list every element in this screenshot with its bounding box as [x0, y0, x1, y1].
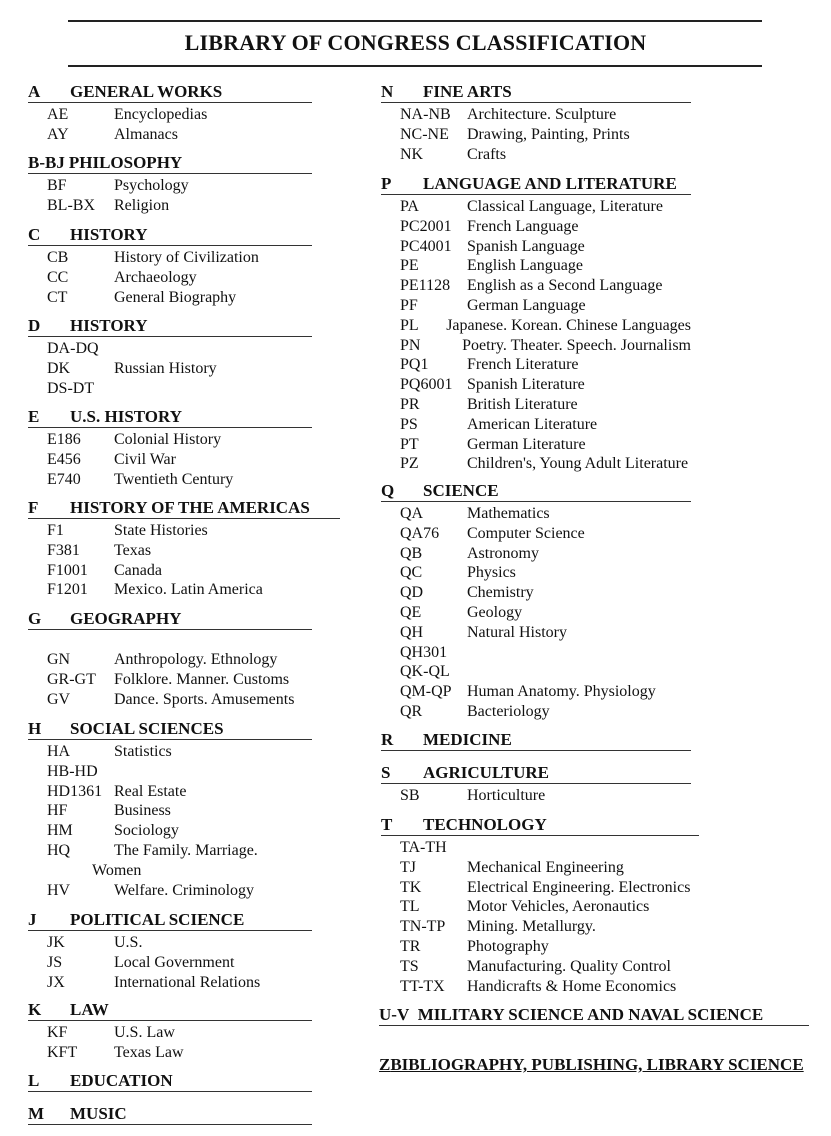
- entry-name: Mathematics: [467, 505, 550, 522]
- entry-code: PF: [400, 296, 418, 314]
- entry-name: Mexico. Latin America: [114, 581, 263, 599]
- section-name: AGRICULTURE: [423, 763, 549, 782]
- entry-code: F1201: [47, 581, 88, 599]
- entry-code: NC-NE: [400, 125, 449, 143]
- entry-name: Religion: [114, 196, 170, 214]
- class-section: [28, 1104, 312, 1125]
- entry-row: [381, 336, 691, 356]
- entry-name: General Biography: [114, 288, 237, 306]
- entry-row: [381, 838, 699, 858]
- section-name: TECHNOLOGY: [423, 815, 547, 834]
- entry-name: International Relations: [114, 973, 261, 991]
- section-heading: [28, 1071, 312, 1092]
- entry-row: [28, 580, 340, 600]
- entry-row: [28, 176, 312, 196]
- entry-name: English as a Second Language: [467, 277, 663, 295]
- entry-code: F1: [47, 522, 64, 539]
- entry-row: [28, 470, 312, 490]
- class-section: [28, 1000, 312, 1063]
- section-code: K: [28, 1000, 42, 1019]
- entry-row: [381, 878, 699, 898]
- class-section: [381, 82, 691, 164]
- entry-row: [381, 237, 691, 257]
- entry-name: Spanish Literature: [467, 376, 585, 394]
- entry-row: [28, 248, 312, 268]
- entry-code: QR: [400, 702, 423, 720]
- section-code: T: [381, 815, 393, 834]
- entry-row: [381, 858, 699, 878]
- entry-row: [381, 643, 691, 663]
- class-section: [28, 1071, 312, 1092]
- class-section: [28, 609, 312, 709]
- entry-code: [28, 861, 92, 881]
- class-section: [28, 498, 340, 600]
- entry-name: Archaeology: [114, 268, 197, 286]
- entry-name: Natural History: [467, 623, 567, 641]
- class-section: [28, 407, 312, 489]
- z-heading: [379, 1055, 804, 1075]
- entry-code: JS: [47, 953, 63, 971]
- entry-name: German Literature: [467, 435, 586, 453]
- entry-row: [381, 544, 691, 564]
- entry-code: PE: [400, 257, 419, 275]
- class-section: [381, 730, 691, 751]
- section-heading: [381, 815, 699, 836]
- entry-row: [28, 841, 312, 861]
- entry-name: Photography: [467, 937, 549, 955]
- section-code: N: [381, 82, 394, 101]
- entry-code: QA76: [400, 524, 440, 542]
- section-code: C: [28, 225, 41, 244]
- entry-row: [28, 762, 312, 782]
- section-heading: [28, 153, 312, 174]
- entry-row: [381, 937, 699, 957]
- section-code: G: [28, 609, 42, 628]
- entry-row: [28, 561, 340, 581]
- class-section: [381, 174, 691, 474]
- entry-code: GR-GT: [47, 670, 96, 688]
- entry-row: [28, 125, 312, 145]
- section-code: M: [28, 1104, 45, 1123]
- entry-code: TT-TX: [400, 977, 445, 995]
- section-code: Q: [381, 481, 395, 500]
- entry-name: Civil War: [114, 450, 176, 468]
- section-code: J: [28, 910, 37, 929]
- entry-row: [28, 650, 312, 670]
- top-rule: [68, 20, 762, 22]
- entry-row: [381, 603, 691, 623]
- entry-name: Welfare. Criminology: [114, 881, 255, 899]
- section-name: POLITICAL SCIENCE: [70, 910, 245, 929]
- section-name: LAW: [70, 1000, 109, 1019]
- title-rule: [68, 65, 762, 67]
- section-code: B-BJ: [28, 153, 65, 172]
- entry-row: [28, 450, 312, 470]
- entry-row: [381, 957, 699, 977]
- entry-code: HB-HD: [47, 762, 98, 780]
- entry-name: German Language: [467, 296, 586, 314]
- entry-row: [28, 288, 312, 308]
- entry-code: E456: [47, 450, 81, 468]
- entry-code: QK-QL: [400, 663, 450, 681]
- section-heading: [28, 407, 312, 428]
- entry-code: GV: [47, 690, 71, 708]
- section-code: L: [28, 1071, 40, 1090]
- entry-name: Drawing, Painting, Prints: [467, 125, 630, 143]
- entry-code: PQ1: [400, 356, 429, 374]
- section-heading: [28, 1000, 312, 1021]
- entry-name: Canada: [114, 561, 162, 579]
- entry-code: TL: [400, 898, 420, 916]
- entry-code: HA: [47, 743, 71, 760]
- entry-row: [381, 145, 691, 165]
- section-heading: [381, 82, 691, 103]
- entry-name: Spanish Language: [467, 237, 585, 255]
- entry-code: CB: [47, 249, 69, 266]
- entry-code: PZ: [400, 455, 419, 473]
- entry-row: [381, 583, 691, 603]
- entry-code: DA-DQ: [47, 340, 99, 357]
- class-section: [28, 316, 312, 398]
- section-code: R: [381, 730, 394, 749]
- class-section: [28, 153, 312, 216]
- entry-code: TA-TH: [400, 839, 447, 856]
- entry-row: [28, 881, 312, 901]
- uv-heading: [379, 1005, 809, 1026]
- entry-name: [114, 339, 312, 359]
- entry-name: Manufacturing. Quality Control: [467, 957, 671, 975]
- section-name: EDUCATION: [70, 1071, 173, 1090]
- entry-name: Mechanical Engineering: [467, 858, 624, 876]
- uv-code: U-V: [379, 1005, 410, 1024]
- entry-row: [28, 430, 312, 450]
- section-code: A: [28, 82, 41, 101]
- entry-name: Folklore. Manner. Customs: [114, 670, 290, 688]
- section-name: SOCIAL SCIENCES: [70, 719, 224, 738]
- section-heading: [28, 1104, 312, 1125]
- section-code: F: [28, 498, 39, 517]
- entry-code: TS: [400, 957, 419, 975]
- entry-name: Dance. Sports. Amusements: [114, 690, 295, 708]
- entry-code: BF: [47, 177, 67, 194]
- entry-code: TJ: [400, 858, 416, 876]
- entry-row: [381, 524, 691, 544]
- entry-row: [381, 897, 699, 917]
- entry-name: [467, 662, 691, 682]
- class-section: [28, 719, 312, 900]
- entry-code: F381: [47, 541, 80, 559]
- entry-code: QA: [400, 505, 424, 522]
- entry-row: [381, 682, 691, 702]
- entry-row: [381, 702, 691, 722]
- entry-row: [28, 268, 312, 288]
- entry-name: Local Government: [114, 953, 235, 971]
- entry-row: [28, 1043, 312, 1063]
- entry-row: [381, 662, 691, 682]
- entry-row: [28, 105, 312, 125]
- entry-code: QH301: [400, 643, 448, 661]
- section-name: MEDICINE: [423, 730, 512, 749]
- entry-name: Geology: [467, 603, 523, 621]
- entry-name: Japanese. Korean. Chinese Languages: [446, 316, 691, 334]
- entry-row: [381, 355, 691, 375]
- section-heading: [381, 481, 691, 502]
- entry-code: KF: [47, 1024, 68, 1041]
- entry-row: [381, 415, 691, 435]
- entry-row: [28, 973, 312, 993]
- entry-name: Twentieth Century: [114, 470, 234, 488]
- entry-row: [381, 786, 691, 806]
- entry-name: Encyclopedias: [114, 106, 208, 123]
- entry-code: AY: [47, 125, 69, 143]
- entry-name: [467, 838, 699, 858]
- entry-code: CC: [47, 268, 69, 286]
- entry-row: [28, 541, 340, 561]
- entry-code: DS-DT: [47, 379, 95, 397]
- entry-name: Mining. Metallurgy.: [467, 918, 596, 936]
- entry-row: [381, 105, 691, 125]
- section-heading: [28, 316, 312, 337]
- section-heading: [28, 609, 312, 630]
- section-heading: [381, 730, 691, 751]
- entry-row: [381, 454, 691, 474]
- entry-name: Chemistry: [467, 584, 534, 602]
- entry-name: U.S.: [114, 934, 143, 951]
- entry-row: [28, 690, 312, 710]
- entry-name: Psychology: [114, 177, 189, 194]
- entry-row: [381, 504, 691, 524]
- section-code: P: [381, 174, 392, 193]
- entry-code: PR: [400, 395, 420, 413]
- entry-row: [28, 521, 340, 541]
- entry-name: English Language: [467, 257, 583, 275]
- entry-name: Colonial History: [114, 431, 222, 448]
- entry-code: PS: [400, 415, 418, 433]
- entry-code: QD: [400, 584, 424, 602]
- section-heading: [381, 174, 691, 195]
- section-name: LANGUAGE AND LITERATURE: [423, 174, 677, 193]
- entry-code: PA: [400, 198, 419, 215]
- entry-code: JX: [47, 973, 65, 991]
- entry-code: BL-BX: [47, 196, 95, 214]
- entry-name: History of Civilization: [114, 249, 259, 266]
- entry-name: [114, 762, 312, 782]
- entry-code: JK: [47, 934, 65, 951]
- entry-code: HF: [47, 802, 68, 820]
- entry-code: TR: [400, 937, 421, 955]
- entry-row: [28, 801, 312, 821]
- entry-name: Computer Science: [467, 524, 585, 542]
- entry-row: [28, 933, 312, 953]
- entry-code: TN-TP: [400, 918, 446, 936]
- section-heading: [28, 910, 312, 931]
- entry-row: [28, 670, 312, 690]
- entry-row: [381, 256, 691, 276]
- page-title: LIBRARY OF CONGRESS CLASSIFICATION: [184, 30, 647, 55]
- section-heading: [28, 719, 312, 740]
- entry-name: Statistics: [114, 743, 172, 760]
- entry-row: [381, 197, 691, 217]
- section-name: SCIENCE: [423, 481, 499, 500]
- section-heading: [28, 498, 340, 519]
- z-name: BIBLIOGRAPHY, PUBLISHING, LIBRARY SCIENCE: [390, 1055, 804, 1074]
- entry-name: State Histories: [114, 522, 208, 539]
- entry-row: [28, 339, 312, 359]
- entry-code: E186: [47, 431, 81, 448]
- class-section: [381, 481, 691, 722]
- section-name: HISTORY: [70, 316, 148, 335]
- entry-name: Business: [114, 802, 171, 820]
- entry-name: French Language: [467, 217, 579, 235]
- entry-row: [28, 359, 312, 379]
- entry-name: American Literature: [467, 415, 598, 433]
- entry-code: PE1128: [400, 277, 451, 295]
- entry-name: [467, 643, 691, 663]
- entry-name: Real Estate: [114, 782, 187, 800]
- section-name: GEOGRAPHY: [70, 609, 182, 628]
- entry-row: [381, 296, 691, 316]
- entry-code: PC2001: [400, 217, 452, 235]
- section-name: HISTORY OF THE AMERICAS: [70, 498, 310, 517]
- entry-code: AE: [47, 106, 69, 123]
- section-name: MUSIC: [70, 1104, 127, 1123]
- entry-code: KFT: [47, 1043, 78, 1061]
- entry-code: HM: [47, 822, 73, 840]
- entry-code: HQ: [47, 841, 71, 859]
- entry-name: Almanacs: [114, 125, 178, 143]
- entry-row: [381, 125, 691, 145]
- entry-row: [381, 316, 691, 336]
- uv-name: MILITARY SCIENCE AND NAVAL SCIENCE: [417, 1005, 764, 1024]
- class-section: [381, 815, 699, 996]
- section-heading: [28, 82, 312, 103]
- section-code: E: [28, 407, 40, 426]
- entry-code: TK: [400, 878, 422, 896]
- section-heading: [28, 225, 312, 246]
- entry-code: QC: [400, 564, 423, 582]
- entry-code: DK: [47, 359, 71, 377]
- entry-row: [381, 217, 691, 237]
- entry-code: HV: [47, 881, 71, 899]
- section-code: D: [28, 316, 41, 335]
- entry-code: QH: [400, 623, 424, 641]
- entry-row: [28, 782, 312, 802]
- entry-name: Texas: [114, 541, 152, 559]
- section-name: HISTORY: [70, 225, 148, 244]
- class-section: [28, 910, 312, 992]
- entry-code: CT: [47, 288, 68, 306]
- entry-name: Women: [92, 861, 142, 879]
- entry-name: Bacteriology: [467, 702, 550, 720]
- entry-row: [381, 623, 691, 643]
- entry-row: [381, 435, 691, 455]
- class-section: [28, 82, 312, 145]
- entry-name: Children's, Young Adult Literature: [467, 455, 689, 473]
- entry-code: HD1361: [47, 782, 103, 800]
- entry-name: British Literature: [467, 395, 578, 413]
- entry-code: E740: [47, 470, 81, 488]
- entry-code: PN: [400, 336, 421, 354]
- entry-name: Physics: [467, 564, 516, 582]
- entry-code: GN: [47, 651, 71, 668]
- entry-code: PT: [400, 435, 419, 453]
- section-name: U.S. HISTORY: [70, 407, 182, 426]
- entry-code: PC4001: [400, 237, 452, 255]
- entry-name: Human Anatomy. Physiology: [467, 683, 656, 701]
- entry-code: SB: [400, 787, 420, 804]
- entry-row: [381, 276, 691, 296]
- entry-row: [28, 196, 312, 216]
- entry-code: QB: [400, 544, 423, 562]
- entry-row: [28, 379, 312, 399]
- section-name: FINE ARTS: [423, 82, 512, 101]
- entry-code: F1001: [47, 561, 88, 579]
- entry-row: [381, 375, 691, 395]
- entry-name: [114, 379, 312, 399]
- entry-row: [381, 395, 691, 415]
- entry-row: [28, 742, 312, 762]
- entry-name: Anthropology. Ethnology: [114, 651, 278, 668]
- entry-row: [381, 917, 699, 937]
- entry-name: Texas Law: [114, 1043, 184, 1061]
- z-code: Z: [379, 1055, 391, 1074]
- entry-name: Handicrafts & Home Economics: [467, 977, 677, 995]
- class-section: [381, 763, 691, 806]
- section-heading: [381, 763, 691, 784]
- entry-name: Sociology: [114, 822, 179, 840]
- entry-name: Architecture. Sculpture: [467, 106, 617, 123]
- entry-code: QE: [400, 603, 422, 621]
- entry-name: Electrical Engineering. Electronics: [467, 878, 691, 896]
- entry-name: Horticulture: [467, 787, 546, 804]
- entry-name: Motor Vehicles, Aeronautics: [467, 898, 650, 916]
- entry-row: [28, 821, 312, 841]
- entry-name: The Family. Marriage.: [114, 841, 258, 859]
- entry-code: QM-QP: [400, 683, 452, 701]
- section-code: H: [28, 719, 42, 738]
- section-code: S: [381, 763, 391, 782]
- entry-row: [28, 861, 312, 881]
- entry-name: Poetry. Theater. Speech. Journalism: [462, 336, 691, 354]
- entry-name: French Literature: [467, 356, 579, 374]
- entry-code: NK: [400, 145, 424, 163]
- entry-code: PQ6001: [400, 376, 453, 394]
- entry-code: PL: [400, 316, 419, 334]
- class-section: [28, 225, 312, 307]
- entry-row: [381, 563, 691, 583]
- section-name: PHILOSOPHY: [68, 153, 183, 172]
- entry-name: Astronomy: [467, 544, 539, 562]
- entry-row: [28, 1023, 312, 1043]
- entry-row: [381, 977, 699, 997]
- entry-code: NA-NB: [400, 106, 451, 123]
- entry-name: U.S. Law: [114, 1024, 175, 1041]
- entry-name: Classical Language, Literature: [467, 198, 663, 215]
- entry-row: [28, 953, 312, 973]
- entry-name: Crafts: [467, 145, 507, 163]
- section-name: GENERAL WORKS: [70, 82, 223, 101]
- entry-name: Russian History: [114, 359, 217, 377]
